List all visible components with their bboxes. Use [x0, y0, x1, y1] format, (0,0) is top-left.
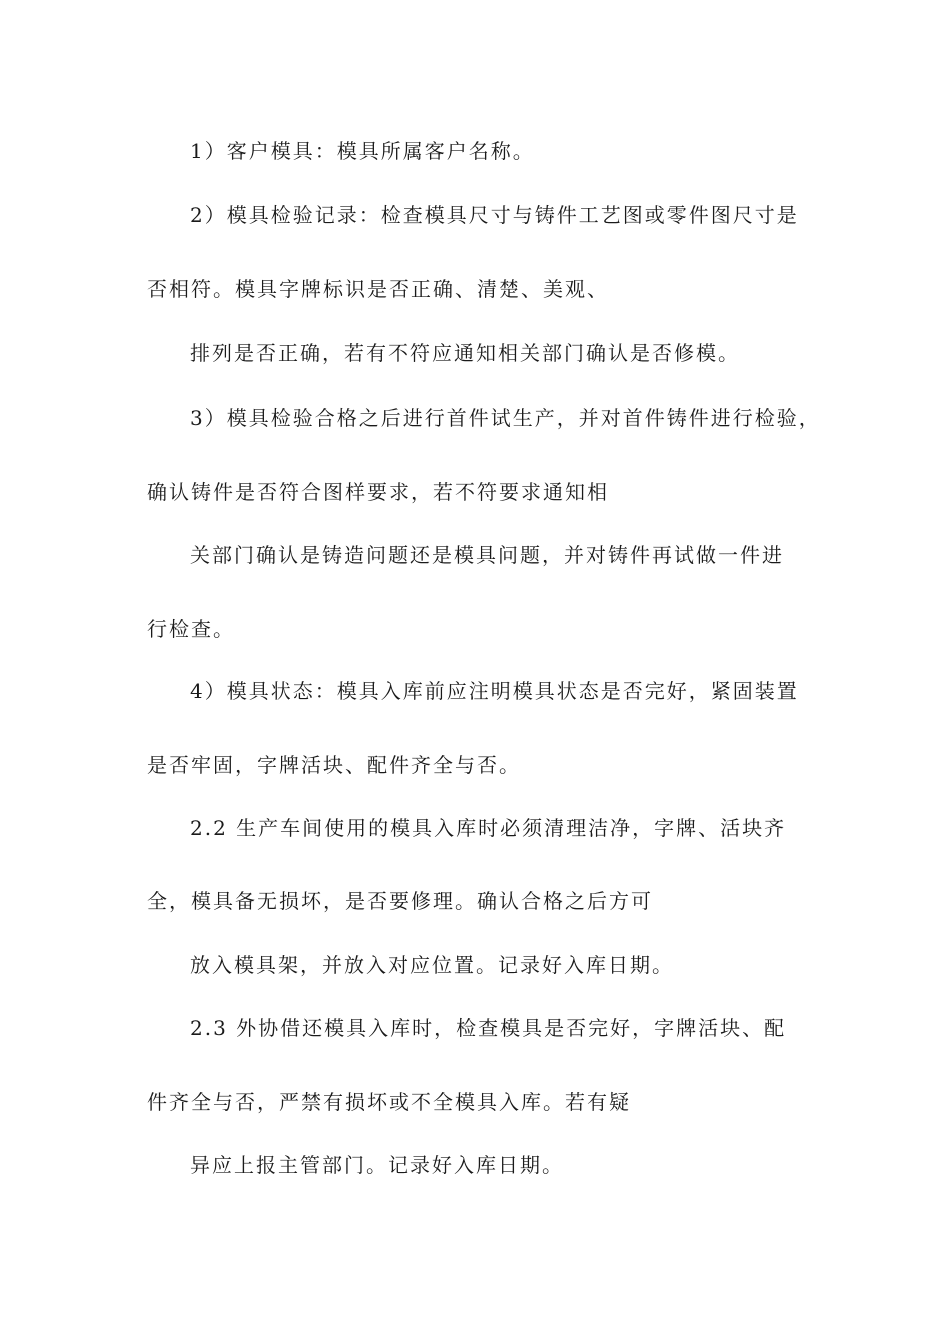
- text-line: 2.2 生产车间使用的模具入库时必须清理洁净，字牌、活块齐: [190, 816, 787, 840]
- text-line: 2）模具检验记录：检查模具尺寸与铸件工艺图或零件图尺寸是: [190, 203, 799, 227]
- text-line: 放入模具架，并放入对应位置。记录好入库日期。: [190, 953, 674, 977]
- text-line: 关部门确认是铸造问题还是模具问题，并对铸件再试做一件进: [190, 543, 784, 567]
- text-line: 全，模具备无损坏，是否要修理。确认合格之后方可: [147, 889, 653, 913]
- text-line: 2.3 外协借还模具入库时，检查模具是否完好，字牌活块、配: [190, 1016, 787, 1040]
- text-line: 3）模具检验合格之后进行首件试生产，并对首件铸件进行检验，: [190, 406, 821, 430]
- text-line: 行检查。: [147, 617, 235, 641]
- text-line: 1）客户模具：模具所属客户名称。: [190, 139, 535, 163]
- text-line: 是否牢固，字牌活块、配件齐全与否。: [147, 753, 521, 777]
- text-line: 4）模具状态：模具入库前应注明模具状态是否完好，紧固装置: [190, 679, 799, 703]
- text-line: 确认铸件是否符合图样要求，若不符要求通知相: [147, 480, 609, 504]
- text-line: 排列是否正确，若有不符应通知相关部门确认是否修模。: [190, 341, 740, 365]
- text-line: 异应上报主管部门。记录好入库日期。: [190, 1153, 564, 1177]
- text-line: 件齐全与否，严禁有损坏或不全模具入库。若有疑: [147, 1090, 631, 1114]
- text-line: 否相符。模具字牌标识是否正确、清楚、美观、: [147, 277, 609, 301]
